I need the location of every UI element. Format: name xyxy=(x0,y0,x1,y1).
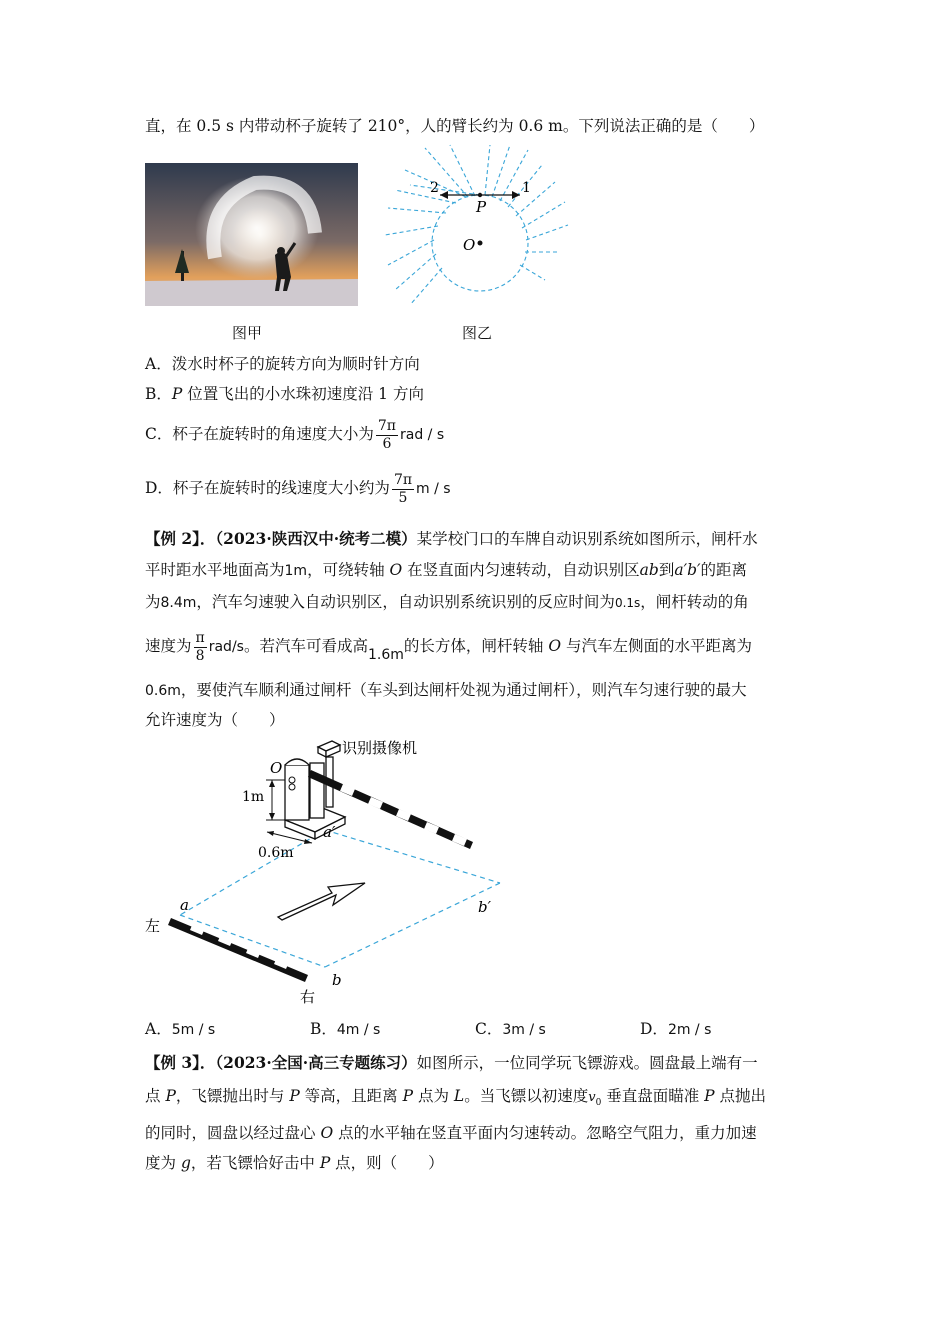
q3-line-3: 的同时，圆盘以经过盘心 O 点的水平轴在竖直平面内匀速转动。忽略空气阻力，重力加速 xyxy=(145,1124,757,1142)
fig1-caption: 图甲 xyxy=(232,324,263,342)
q2-choice-c: C．3m / s xyxy=(475,1020,546,1038)
q2-line-3: 为8.4m，汽车匀速驶入自动识别区，自动识别系统识别的反应时间为0.1s，闸杆转动的角 xyxy=(145,593,749,611)
q3-line-1: 【例 3】．（2023·全国·高三专题练习）如图所示，一位同学玩飞镖游戏。圆盘最上端有一 xyxy=(145,1053,758,1072)
q3-tag: 【例 3】．（2023·全国·高三专题练习） xyxy=(145,1053,417,1072)
q1-option-c: C．杯子在旋转时的角速度大小为 $\frac{7\pi}{6}$ rad / s xyxy=(145,417,445,452)
q3-line-2: 点 P，飞镖抛出时与 P 等高，且距离 P 点为 L。当飞镖以初速度$v_0$ 垂直盘面瞄准 P 点抛出 xyxy=(145,1087,767,1109)
q2-choice-b: B．4m / s xyxy=(310,1020,381,1038)
direction-arrow xyxy=(278,883,365,920)
q1-stem: 直，在 0.5 s 内带动杯子旋转了 210°，人的臂长约为 0.6 m。下列说法正确的是（ ） xyxy=(145,117,765,135)
label-0-6m: 0.6m xyxy=(258,845,294,861)
q1-option-d: D．杯子在旋转时的线速度大小约为 $\frac{7\pi}{5}$ m / s xyxy=(145,471,451,506)
q2-line-5: 0.6m，要使汽车顺利通过闸杆（车头到达闸杆处视为通过闸杆），则汽车匀速行驶的最大 xyxy=(145,681,747,699)
q2-line-2: 平时距水平地面高为1m，可绕转轴 O 在竖直面内匀速转动，自动识别区ab到a′b′的距离 xyxy=(145,561,748,579)
fig2-label-p: P xyxy=(476,198,487,216)
fig2-caption: 图乙 xyxy=(462,324,493,342)
label-a-prime: a′ xyxy=(323,823,336,841)
fig2-diagram xyxy=(380,140,575,310)
q2-line-6: 允许速度为（ ） xyxy=(145,711,285,729)
q2-choice-d: D．2m / s xyxy=(640,1020,712,1038)
label-b-prime: b′ xyxy=(478,898,492,916)
gate-post xyxy=(285,759,345,839)
label-right: 右 xyxy=(300,988,316,1006)
label-left: 左 xyxy=(145,917,161,935)
q2-tag: 【例 2】．（2023·陕西汉中·统考二模） xyxy=(145,529,417,548)
fig1-photo xyxy=(145,163,358,306)
q2-gate-diagram xyxy=(140,735,515,1010)
q2-line-4: 速度为 $\frac{\pi}{8}$ rad/s。若汽车可看成高1.6m的长方体，闸杆转轴 O 与汽车左侧面的水平距离为 xyxy=(145,629,752,664)
label-1m: 1m xyxy=(242,789,265,805)
road-edge-stripes xyxy=(168,918,308,982)
q1-option-a: A．泼水时杯子的旋转方向为顺时针方向 xyxy=(145,355,420,373)
fig2-label-1: 1 xyxy=(522,180,531,196)
q3-line-4: 度为 g，若飞镖恰好击中 P 点，则（ ） xyxy=(145,1154,444,1172)
label-b: b xyxy=(332,971,342,989)
label-a: a xyxy=(180,896,189,914)
q2-line-1: 【例 2】．（2023·陕西汉中·统考二模）某学校门口的车牌自动识别系统如图所示，闸杆水 xyxy=(145,529,758,548)
q2-choice-a: A．5m / s xyxy=(145,1020,216,1038)
fig2-label-2: 2 xyxy=(430,180,439,196)
label-o: O xyxy=(270,759,283,777)
fig2-label-o: O xyxy=(463,236,476,254)
label-camera: 识别摄像机 xyxy=(342,739,418,757)
q1-option-b: B．P 位置飞出的小水珠初速度沿 1 方向 xyxy=(145,385,424,403)
